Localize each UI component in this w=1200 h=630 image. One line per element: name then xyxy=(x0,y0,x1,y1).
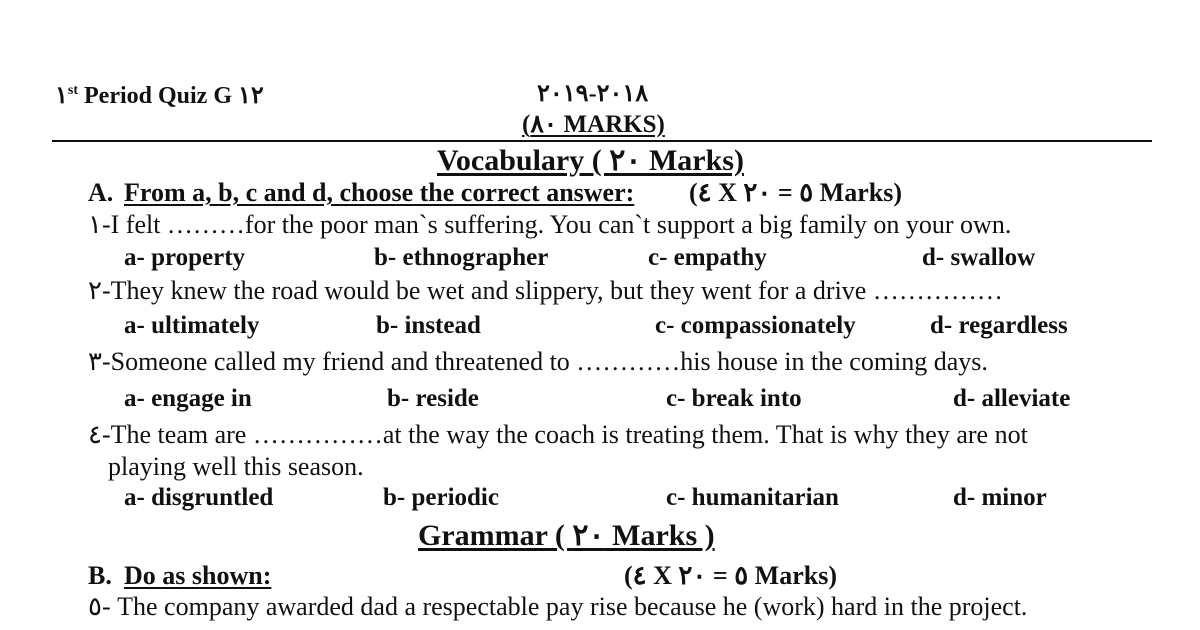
quiz-title xyxy=(55,84,264,108)
grammar-heading: Grammar ( ٢٠ Marks ) xyxy=(418,519,715,552)
q3-option-d: d- alleviate xyxy=(953,385,1071,412)
q1-option-c: c- empathy xyxy=(648,244,767,271)
q2-option-b: b- instead xyxy=(376,312,481,339)
question-1: ١-I felt ………for the poor man`s suffering. You can`t support a big family on your own. xyxy=(88,210,1012,239)
q2-option-a: a- ultimately xyxy=(124,312,260,339)
q4-option-c: c- humanitarian xyxy=(666,484,839,511)
q3-option-a: a- engage in xyxy=(124,385,252,412)
question-3: ٣-Someone called my friend and threatened to …………his house in the coming days. xyxy=(88,347,988,376)
q2-option-c: c- compassionately xyxy=(655,312,856,339)
q3-option-b: b- reside xyxy=(387,385,479,412)
q4-option-b: b- periodic xyxy=(383,484,499,511)
section-a-instruction: From a, b, c and d, choose the correct answer: xyxy=(124,178,635,207)
question-2: ٢-They knew the road would be wet and slippery, but they went for a drive …………… xyxy=(88,276,1003,305)
vocabulary-heading: Vocabulary ( ٢٠ Marks) xyxy=(437,144,744,177)
section-a-scoring: (٤ X ٥ = ٢٠ Marks) xyxy=(689,178,902,207)
q1-option-d: d- swallow xyxy=(922,244,1036,271)
q4-option-a: a- disgruntled xyxy=(124,484,274,511)
period-title: Period Quiz G ١٢ xyxy=(84,83,264,109)
header-divider xyxy=(52,140,1152,142)
section-a-letter: A. xyxy=(88,178,114,207)
question-4: ٤-The team are ……………at the way the coach is treating them. That is why they are not xyxy=(88,420,1028,449)
period-number: ١ xyxy=(55,83,68,109)
question-4-continuation: playing well this season. xyxy=(108,452,364,481)
academic-year: ٢٠١٨-٢٠١٩ xyxy=(537,81,649,107)
period-suffix: st xyxy=(67,83,79,98)
section-b-scoring: (٤ X ٥ = ٢٠ Marks) xyxy=(624,561,837,590)
q1-option-a: a- property xyxy=(124,244,246,271)
q3-option-c: c- break into xyxy=(666,385,802,412)
total-marks: (٨٠ MARKS) xyxy=(522,111,665,138)
section-b-instruction: Do as shown: xyxy=(124,561,272,590)
q2-option-d: d- regardless xyxy=(930,312,1068,339)
q4-option-d: d- minor xyxy=(953,484,1047,511)
question-5: ٥- The company awarded dad a respectable pay rise because he (work) hard in the project. xyxy=(88,592,1028,621)
q1-option-b: b- ethnographer xyxy=(374,244,549,271)
section-b-letter: B. xyxy=(88,561,112,590)
